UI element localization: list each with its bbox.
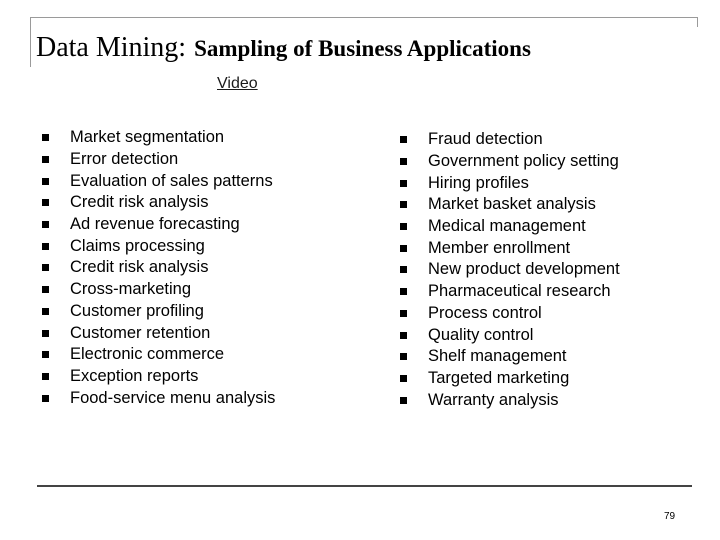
square-bullet-icon <box>42 373 49 380</box>
list-item <box>42 127 275 149</box>
list-item <box>42 322 275 344</box>
square-bullet-icon <box>42 178 49 185</box>
square-bullet-icon <box>400 375 407 382</box>
title-frame-top <box>30 17 698 18</box>
list-item-label: Shelf management <box>428 347 567 366</box>
list-item-label: Customer retention <box>70 323 211 342</box>
list-item <box>400 346 620 368</box>
list-item-label: Ad revenue forecasting <box>70 215 240 234</box>
square-bullet-icon <box>400 310 407 317</box>
list-item-label: Quality control <box>428 325 534 344</box>
list-item <box>400 237 620 259</box>
square-bullet-icon <box>400 158 407 165</box>
page-number: 79 <box>664 511 676 522</box>
list-item-label: Electronic commerce <box>70 345 225 364</box>
list-item-label: Error detection <box>70 150 179 169</box>
title-frame-left <box>30 17 31 67</box>
list-item <box>42 214 275 236</box>
list-item <box>400 151 620 173</box>
list-item-label: Credit risk analysis <box>70 193 209 212</box>
square-bullet-icon <box>400 332 407 339</box>
list-item-label: Fraud detection <box>428 130 543 149</box>
list-item-label: Warranty analysis <box>428 390 559 409</box>
square-bullet-icon <box>42 134 49 141</box>
list-item <box>400 194 620 216</box>
right-application-list <box>400 129 620 411</box>
square-bullet-icon <box>42 221 49 228</box>
list-item-label: New product development <box>428 260 620 279</box>
square-bullet-icon <box>42 264 49 271</box>
square-bullet-icon <box>42 351 49 358</box>
list-item-label: Pharmaceutical research <box>428 282 611 301</box>
square-bullet-icon <box>400 201 407 208</box>
list-item <box>400 281 620 303</box>
square-bullet-icon <box>42 199 49 206</box>
list-item <box>400 389 620 411</box>
list-item <box>42 301 275 323</box>
square-bullet-icon <box>400 180 407 187</box>
list-item <box>42 170 275 192</box>
list-item <box>42 235 275 257</box>
square-bullet-icon <box>42 330 49 337</box>
list-item-label: Market segmentation <box>70 128 225 147</box>
list-item-label: Government policy setting <box>428 152 619 171</box>
list-item <box>400 368 620 390</box>
slide-title-rest: Sampling of Business Applications <box>194 36 531 61</box>
list-item-label: Cross-marketing <box>70 280 192 299</box>
left-application-list <box>42 127 275 409</box>
list-item-label: Hiring profiles <box>428 173 529 192</box>
square-bullet-icon <box>400 397 407 404</box>
square-bullet-icon <box>400 136 407 143</box>
list-item <box>400 324 620 346</box>
list-item <box>42 387 275 409</box>
list-item-label: Credit risk analysis <box>70 258 209 277</box>
square-bullet-icon <box>42 308 49 315</box>
square-bullet-icon <box>400 288 407 295</box>
list-item <box>400 216 620 238</box>
list-item <box>400 129 620 151</box>
square-bullet-icon <box>400 353 407 360</box>
square-bullet-icon <box>42 286 49 293</box>
list-item <box>400 303 620 325</box>
list-item <box>42 344 275 366</box>
list-item <box>42 366 275 388</box>
list-item <box>42 192 275 214</box>
square-bullet-icon <box>42 395 49 402</box>
list-item-label: Food-service menu analysis <box>70 388 276 407</box>
list-item <box>42 257 275 279</box>
list-item-label: Process control <box>428 303 542 322</box>
list-item-label: Medical management <box>428 217 586 236</box>
list-item-label: Evaluation of sales patterns <box>70 171 273 190</box>
square-bullet-icon <box>42 156 49 163</box>
list-item-label: Customer profiling <box>70 301 204 320</box>
footer-divider <box>37 485 692 487</box>
list-item <box>400 172 620 194</box>
list-item-label: Targeted marketing <box>428 368 570 387</box>
list-item-label: Market basket analysis <box>428 195 596 214</box>
list-item <box>42 149 275 171</box>
title-frame-right <box>697 17 698 27</box>
slide-title-main: Data Mining: <box>36 32 187 63</box>
list-item <box>400 259 620 281</box>
slide-title <box>36 27 531 64</box>
square-bullet-icon <box>400 266 407 273</box>
square-bullet-icon <box>400 245 407 252</box>
list-item-label: Exception reports <box>70 366 199 385</box>
list-item-label: Member enrollment <box>428 238 571 257</box>
video-link[interactable]: Video <box>217 75 258 92</box>
square-bullet-icon <box>400 223 407 230</box>
list-item <box>42 279 275 301</box>
list-item-label: Claims processing <box>70 236 205 255</box>
square-bullet-icon <box>42 243 49 250</box>
